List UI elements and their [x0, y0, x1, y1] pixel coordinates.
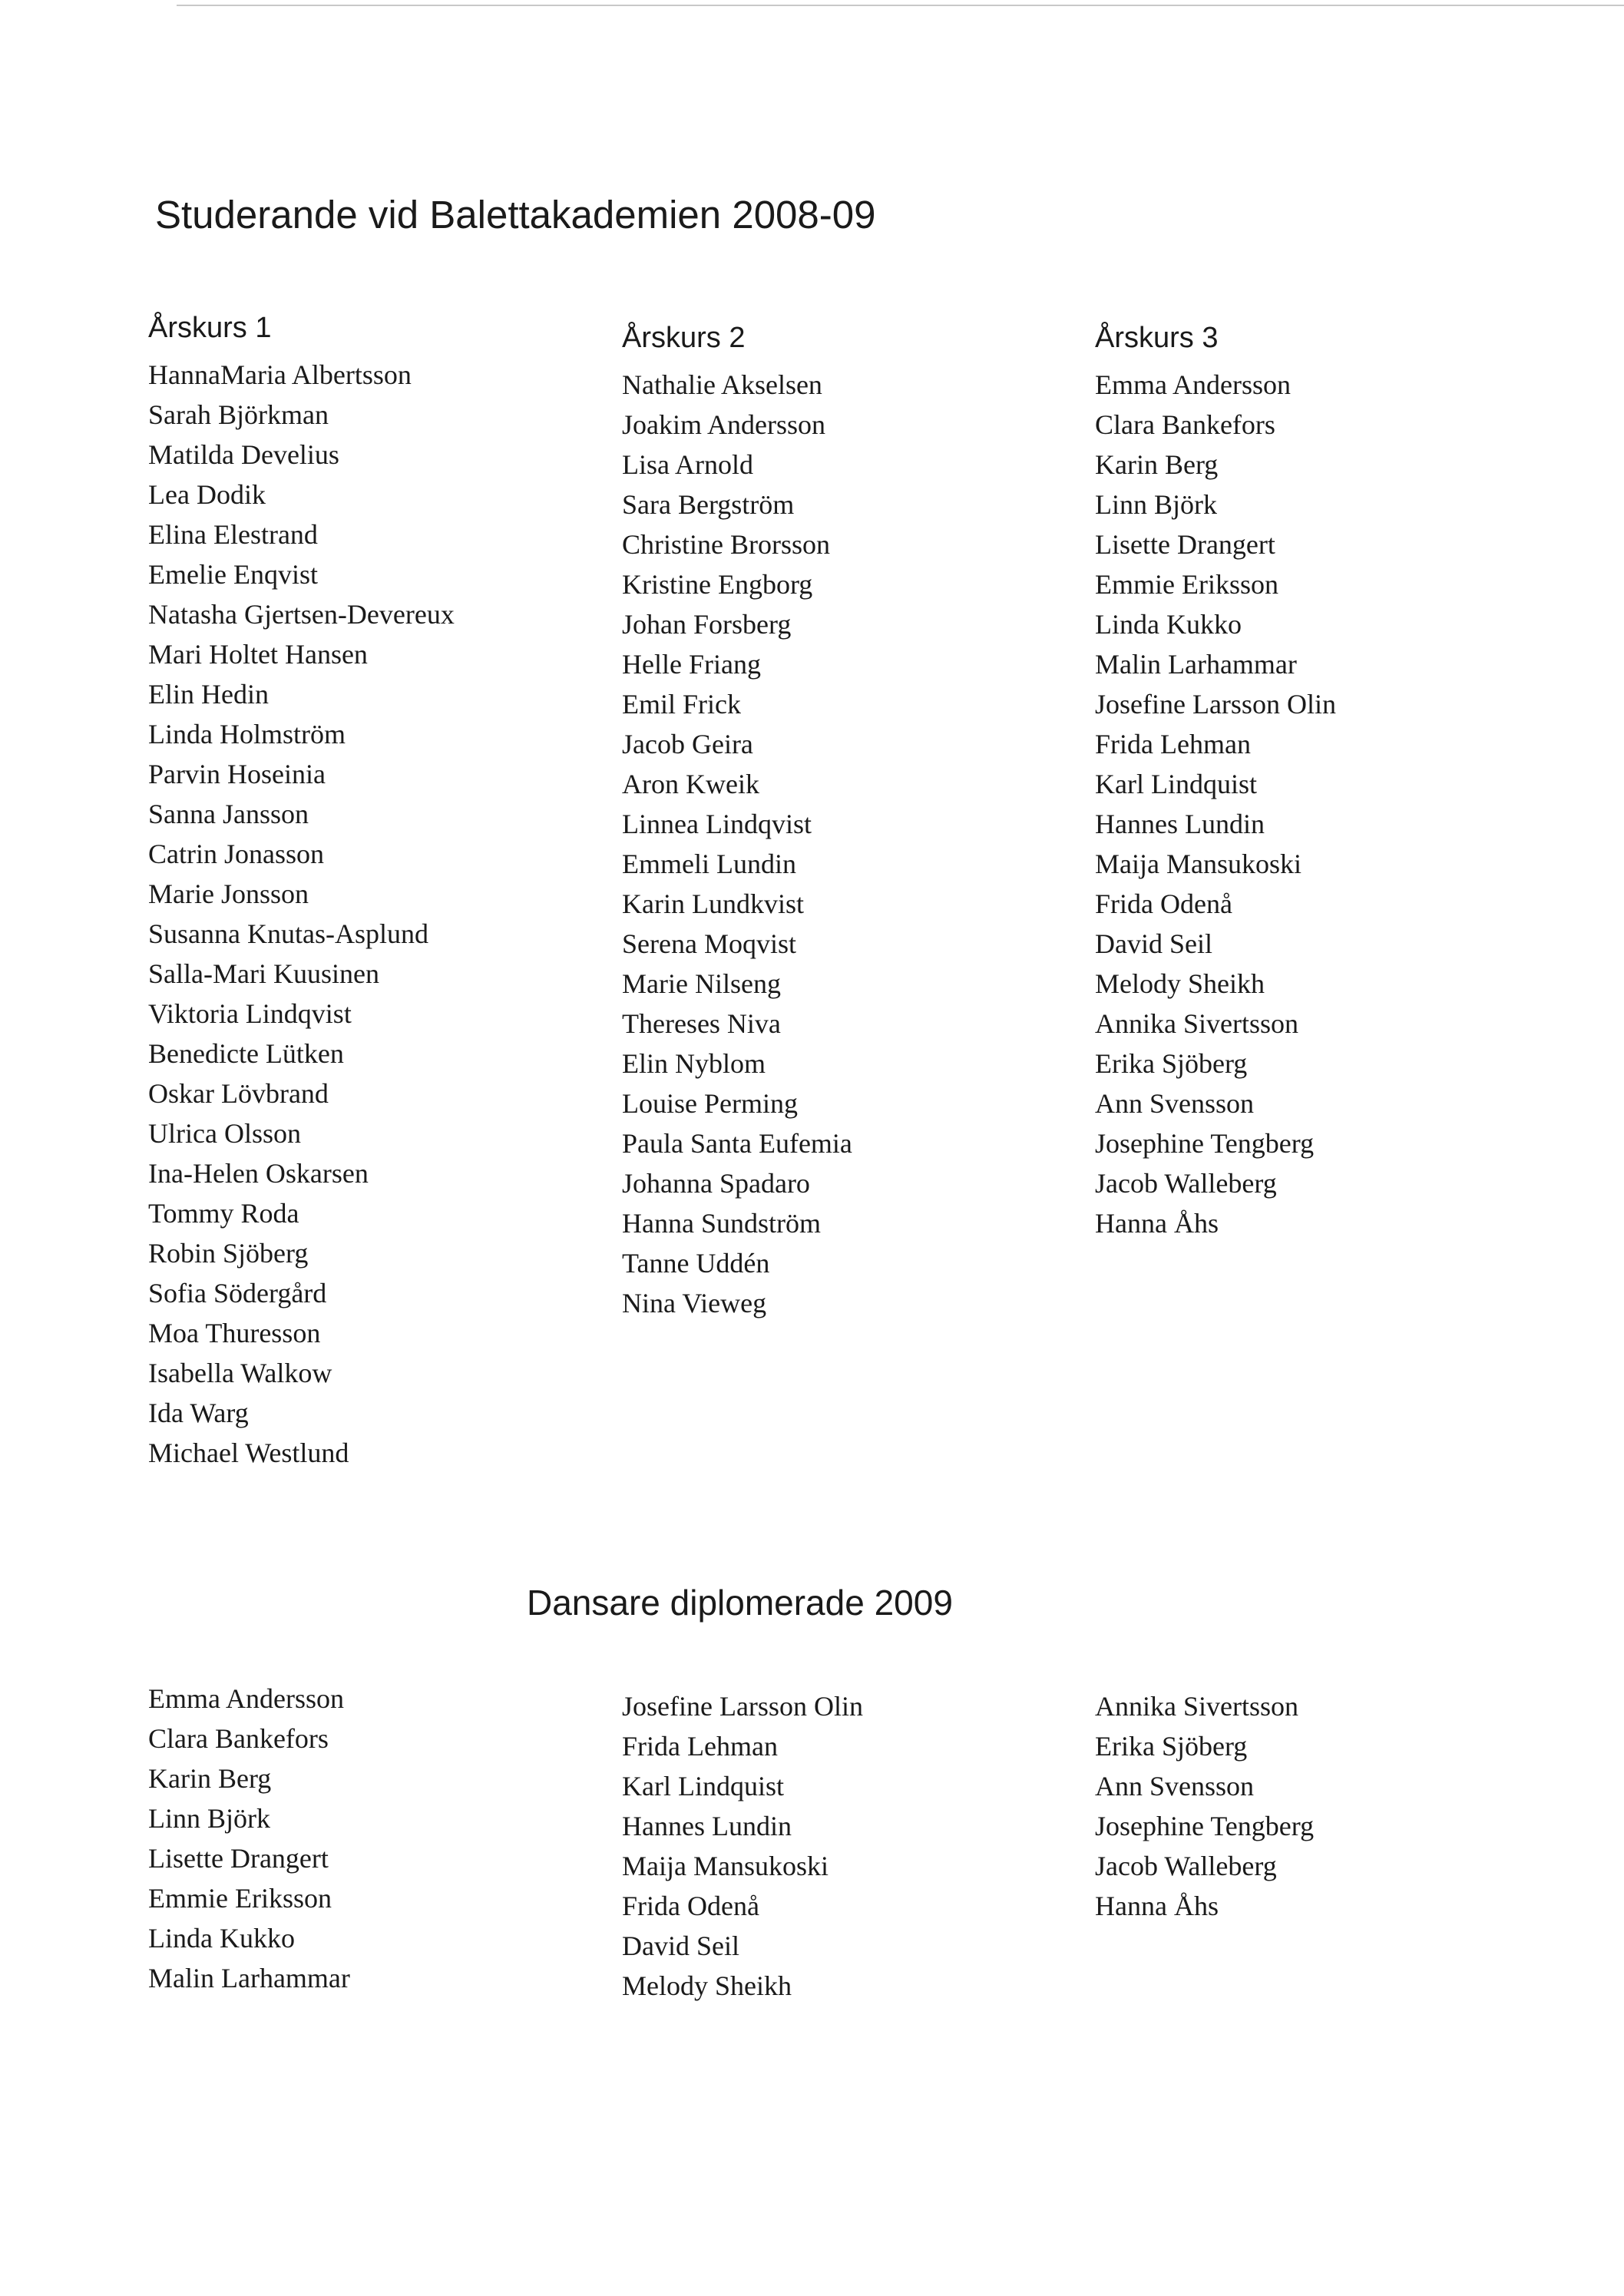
student-name: Mari Holtet Hansen: [148, 639, 368, 670]
student-name: Thereses Niva: [622, 1008, 781, 1039]
year-2-column: [622, 320, 852, 1323]
year-3-column: [1095, 320, 1336, 1243]
student-name: Sarah Björkman: [148, 399, 329, 430]
student-name: Josephine Tengberg: [1095, 1128, 1315, 1159]
student-name: Frida Lehman: [622, 1731, 778, 1762]
student-name: Isabella Walkow: [148, 1358, 332, 1388]
student-name: Karl Lindquist: [1095, 769, 1257, 799]
student-name: Clara Bankefors: [148, 1723, 329, 1754]
student-name: Clara Bankefors: [1095, 409, 1275, 440]
diploma-list-1: [148, 1679, 350, 1998]
student-name: Emmeli Lundin: [622, 849, 796, 879]
student-name: Louise Perming: [622, 1088, 798, 1119]
student-name: Karin Berg: [148, 1763, 272, 1794]
student-name: Maija Mansukoski: [622, 1851, 829, 1881]
diploma-list-3: [1095, 1686, 1314, 1926]
student-name: Linda Kukko: [1095, 609, 1242, 640]
student-name: Hanna Sundström: [622, 1208, 821, 1239]
student-name: Erika Sjöberg: [1095, 1048, 1248, 1079]
student-name: Marie Nilseng: [622, 968, 781, 999]
student-name: Catrin Jonasson: [148, 839, 324, 869]
student-name: Hanna Åhs: [1095, 1891, 1219, 1921]
student-name: Linnea Lindqvist: [622, 809, 812, 839]
student-name: Jacob Walleberg: [1095, 1851, 1277, 1881]
year-1-column: [148, 310, 455, 1473]
student-name: Aron Kweik: [622, 769, 759, 799]
student-name: Johanna Spadaro: [622, 1168, 810, 1199]
student-name: Tommy Roda: [148, 1198, 299, 1229]
student-name: Elina Elestrand: [148, 519, 318, 550]
student-name: Paula Santa Eufemia: [622, 1128, 852, 1159]
page-title: Studerande vid Balettakademien 2008-09: [155, 193, 876, 237]
student-name: Hannes Lundin: [622, 1811, 792, 1841]
student-name: Robin Sjöberg: [148, 1238, 309, 1269]
diploma-column-2: [622, 1686, 863, 2006]
student-name: Josephine Tengberg: [1095, 1811, 1315, 1841]
student-name: Jacob Walleberg: [1095, 1168, 1277, 1199]
student-name: Annika Sivertsson: [1095, 1008, 1298, 1039]
student-name: Linda Kukko: [148, 1923, 295, 1954]
student-name: Susanna Knutas-Asplund: [148, 918, 428, 949]
student-name: Moa Thuresson: [148, 1318, 321, 1348]
student-name: Serena Moqvist: [622, 928, 796, 959]
student-name: Josefine Larsson Olin: [622, 1691, 863, 1722]
student-name: Joakim Andersson: [622, 409, 825, 440]
student-name: Linda Holmström: [148, 719, 346, 749]
student-name: Christine Brorsson: [622, 529, 831, 560]
student-name: Viktoria Lindqvist: [148, 998, 352, 1029]
student-name: Emmie Eriksson: [1095, 569, 1278, 600]
student-name: Salla-Mari Kuusinen: [148, 958, 379, 989]
student-name: Lisette Drangert: [1095, 529, 1275, 560]
student-name: Tanne Uddén: [622, 1248, 770, 1279]
student-name: HannaMaria Albertsson: [148, 359, 412, 390]
student-name: Oskar Lövbrand: [148, 1078, 329, 1109]
student-name: Jacob Geira: [622, 729, 753, 759]
student-name: Ulrica Olsson: [148, 1118, 301, 1149]
student-name: Sara Bergström: [622, 489, 795, 520]
student-name: Emmie Eriksson: [148, 1883, 332, 1914]
year-2-heading: Årskurs 2: [622, 322, 746, 354]
student-name: Melody Sheikh: [622, 1970, 792, 2001]
diploma-list-2: [622, 1686, 863, 2006]
student-name: Hanna Åhs: [1095, 1208, 1219, 1239]
student-name: Natasha Gjertsen-Devereux: [148, 599, 455, 630]
student-name: Malin Larhammar: [148, 1963, 350, 1993]
student-name: Frida Odenå: [622, 1891, 759, 1921]
student-name: Frida Odenå: [1095, 888, 1232, 919]
year-3-heading: Årskurs 3: [1095, 322, 1219, 354]
student-name: Lisa Arnold: [622, 449, 753, 480]
student-name: Emma Andersson: [148, 1683, 344, 1714]
diploma-column-1: [148, 1679, 350, 1998]
student-name: Hannes Lundin: [1095, 809, 1265, 839]
year-1-heading: Årskurs 1: [148, 312, 272, 344]
year-1-student-list: [148, 355, 455, 1473]
student-name: Parvin Hoseinia: [148, 759, 326, 789]
student-name: Emelie Enqvist: [148, 559, 318, 590]
student-name: Karin Berg: [1095, 449, 1219, 480]
student-name: Linn Björk: [148, 1803, 270, 1834]
student-name: Elin Hedin: [148, 679, 269, 710]
student-name: Helle Friang: [622, 649, 761, 680]
student-name: Emma Andersson: [1095, 369, 1291, 400]
diploma-column-3: [1095, 1686, 1314, 1926]
scan-edge-line: [177, 5, 1624, 6]
student-name: Karin Lundkvist: [622, 888, 804, 919]
student-name: Karl Lindquist: [622, 1771, 784, 1801]
student-name: Nina Vieweg: [622, 1288, 767, 1318]
year-2-student-list: [622, 365, 852, 1323]
student-name: Ann Svensson: [1095, 1771, 1255, 1801]
student-name: Frida Lehman: [1095, 729, 1251, 759]
student-name: Malin Larhammar: [1095, 649, 1297, 680]
student-name: Sofia Södergård: [148, 1278, 327, 1308]
student-name: Ida Warg: [148, 1398, 249, 1428]
student-name: Nathalie Akselsen: [622, 369, 822, 400]
student-name: Johan Forsberg: [622, 609, 792, 640]
student-name: Michael Westlund: [148, 1437, 349, 1468]
student-name: Emil Frick: [622, 689, 741, 720]
student-name: Lisette Drangert: [148, 1843, 329, 1874]
student-name: Linn Björk: [1095, 489, 1217, 520]
student-name: Annika Sivertsson: [1095, 1691, 1298, 1722]
student-name: David Seil: [622, 1930, 739, 1961]
student-name: Lea Dodik: [148, 479, 266, 510]
student-name: Melody Sheikh: [1095, 968, 1265, 999]
student-name: David Seil: [1095, 928, 1212, 959]
student-name: Marie Jonsson: [148, 878, 309, 909]
student-name: Erika Sjöberg: [1095, 1731, 1248, 1762]
student-name: Elin Nyblom: [622, 1048, 766, 1079]
diploma-title: Dansare diplomerade 2009: [527, 1583, 953, 1623]
student-name: Kristine Engborg: [622, 569, 813, 600]
student-name: Ann Svensson: [1095, 1088, 1255, 1119]
student-name: Benedicte Lütken: [148, 1038, 344, 1069]
student-name: Ina-Helen Oskarsen: [148, 1158, 369, 1189]
year-3-student-list: [1095, 365, 1336, 1243]
student-name: Matilda Develius: [148, 439, 339, 470]
student-name: Sanna Jansson: [148, 799, 309, 829]
student-name: Josefine Larsson Olin: [1095, 689, 1336, 720]
student-name: Maija Mansukoski: [1095, 849, 1302, 879]
